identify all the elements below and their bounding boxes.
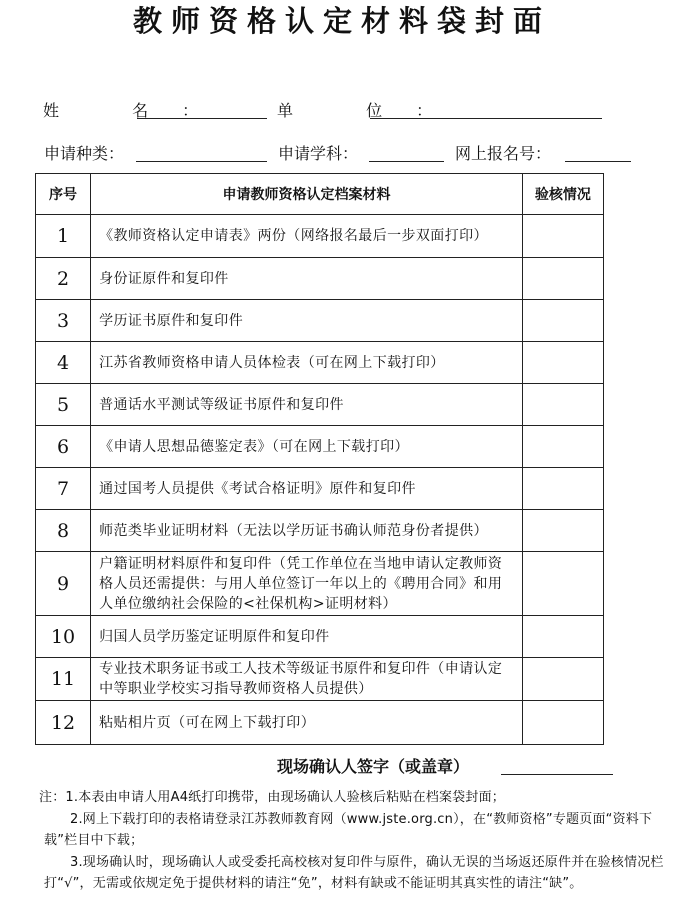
row-check-cell[interactable]	[522, 215, 603, 258]
row-number: 3	[36, 300, 91, 342]
table-row	[36, 468, 604, 510]
note-2: 2.网上下载打印的表格请登录江苏教师教育网（www.jste.org.cn），在“教师资格”专题页面“资料下载”栏目中下载；	[44, 811, 653, 849]
table-row	[36, 426, 604, 468]
table-row	[36, 258, 604, 300]
row-number: 6	[36, 426, 91, 468]
header-no: 序号	[36, 174, 91, 215]
table-row	[36, 215, 604, 258]
page-title: 教师资格认定材料袋封面	[132, 4, 551, 38]
row-material: 专业技术职务证书或工人技术等级证书原件和复印件（申请认定中等职业学校实习指导教师资格人员提供）	[91, 658, 523, 701]
table-row	[36, 658, 604, 701]
category-line[interactable]	[136, 161, 267, 162]
note-1: 注：1.本表由申请人用A4纸打印携带，由现场确认人验核后粘贴在档案袋封面；	[39, 790, 505, 805]
category-label: 申请种类：	[44, 144, 125, 163]
row-number: 10	[36, 616, 91, 658]
row-check-cell[interactable]	[522, 300, 603, 342]
row-check-cell[interactable]	[522, 552, 603, 616]
row-number: 1	[36, 215, 91, 258]
signature-label: 现场确认人签字（或盖章）	[277, 757, 470, 776]
subject-label: 申请学科：	[278, 144, 359, 163]
row-check-cell[interactable]	[522, 258, 603, 300]
row-material: 身份证原件和复印件	[91, 258, 523, 300]
unit-line[interactable]	[370, 118, 602, 119]
fields-row-2	[0, 141, 684, 167]
table-row	[36, 552, 604, 616]
row-material: 归国人员学历鉴定证明原件和复印件	[91, 616, 523, 658]
table-row	[36, 384, 604, 426]
row-material: 师范类毕业证明材料（无法以学历证书确认师范身份者提供）	[91, 510, 523, 552]
row-check-cell[interactable]	[522, 701, 603, 745]
row-material: 学历证书原件和复印件	[91, 300, 523, 342]
header-check: 验核情况	[522, 174, 603, 215]
row-number: 11	[36, 658, 91, 701]
note-3: 3.现场确认时，现场确认人或受委托高校核对复印件与原件，确认无误的当场返还原件并在验核情况栏打“√”，无需或依规定免于提供材料的请注“免”，材料有缺或不能证明其真实性的请注“缺”。	[44, 854, 664, 892]
row-material: 《教师资格认定申请表》两份（网络报名最后一步双面打印）	[91, 215, 523, 258]
row-number: 8	[36, 510, 91, 552]
row-material: 普通话水平测试等级证书原件和复印件	[91, 384, 523, 426]
row-number: 7	[36, 468, 91, 510]
row-number: 9	[36, 552, 91, 616]
row-material: 《申请人思想品德鉴定表》（可在网上下载打印）	[91, 426, 523, 468]
table-row	[36, 701, 604, 745]
row-check-cell[interactable]	[522, 426, 603, 468]
name-label: 姓 名：	[43, 101, 233, 120]
row-check-cell[interactable]	[522, 510, 603, 552]
row-check-cell[interactable]	[522, 658, 603, 701]
table-row	[36, 342, 604, 384]
materials-table	[35, 173, 604, 745]
row-material: 江苏省教师资格申请人员体检表（可在网上下载打印）	[91, 342, 523, 384]
notes	[39, 787, 672, 895]
reg-no-line[interactable]	[565, 161, 631, 162]
unit-label: 单 位：	[277, 101, 467, 120]
row-material: 户籍证明材料原件和复印件（凭工作单位在当地申请认定教师资格人员还需提供：与用人单位签订一年以上的《聘用合同》和用人单位缴纳社会保险的<社保机构>证明材料）	[91, 552, 523, 616]
fields-row-1	[0, 98, 684, 124]
signature-area	[277, 754, 469, 780]
signature-line[interactable]	[501, 774, 613, 775]
row-check-cell[interactable]	[522, 342, 603, 384]
table-header-row	[36, 174, 604, 215]
table-row	[36, 510, 604, 552]
row-number: 4	[36, 342, 91, 384]
row-material: 粘贴相片页（可在网上下载打印）	[91, 701, 523, 745]
table-row	[36, 300, 604, 342]
reg-no-label: 网上报名号：	[455, 144, 552, 163]
row-number: 2	[36, 258, 91, 300]
row-material: 通过国考人员提供《考试合格证明》原件和复印件	[91, 468, 523, 510]
table-row	[36, 616, 604, 658]
row-number: 5	[36, 384, 91, 426]
row-check-cell[interactable]	[522, 468, 603, 510]
row-check-cell[interactable]	[522, 616, 603, 658]
row-check-cell[interactable]	[522, 384, 603, 426]
header-material: 申请教师资格认定档案材料	[91, 174, 523, 215]
subject-line[interactable]	[369, 161, 444, 162]
name-line[interactable]	[137, 118, 267, 119]
row-number: 12	[36, 701, 91, 745]
